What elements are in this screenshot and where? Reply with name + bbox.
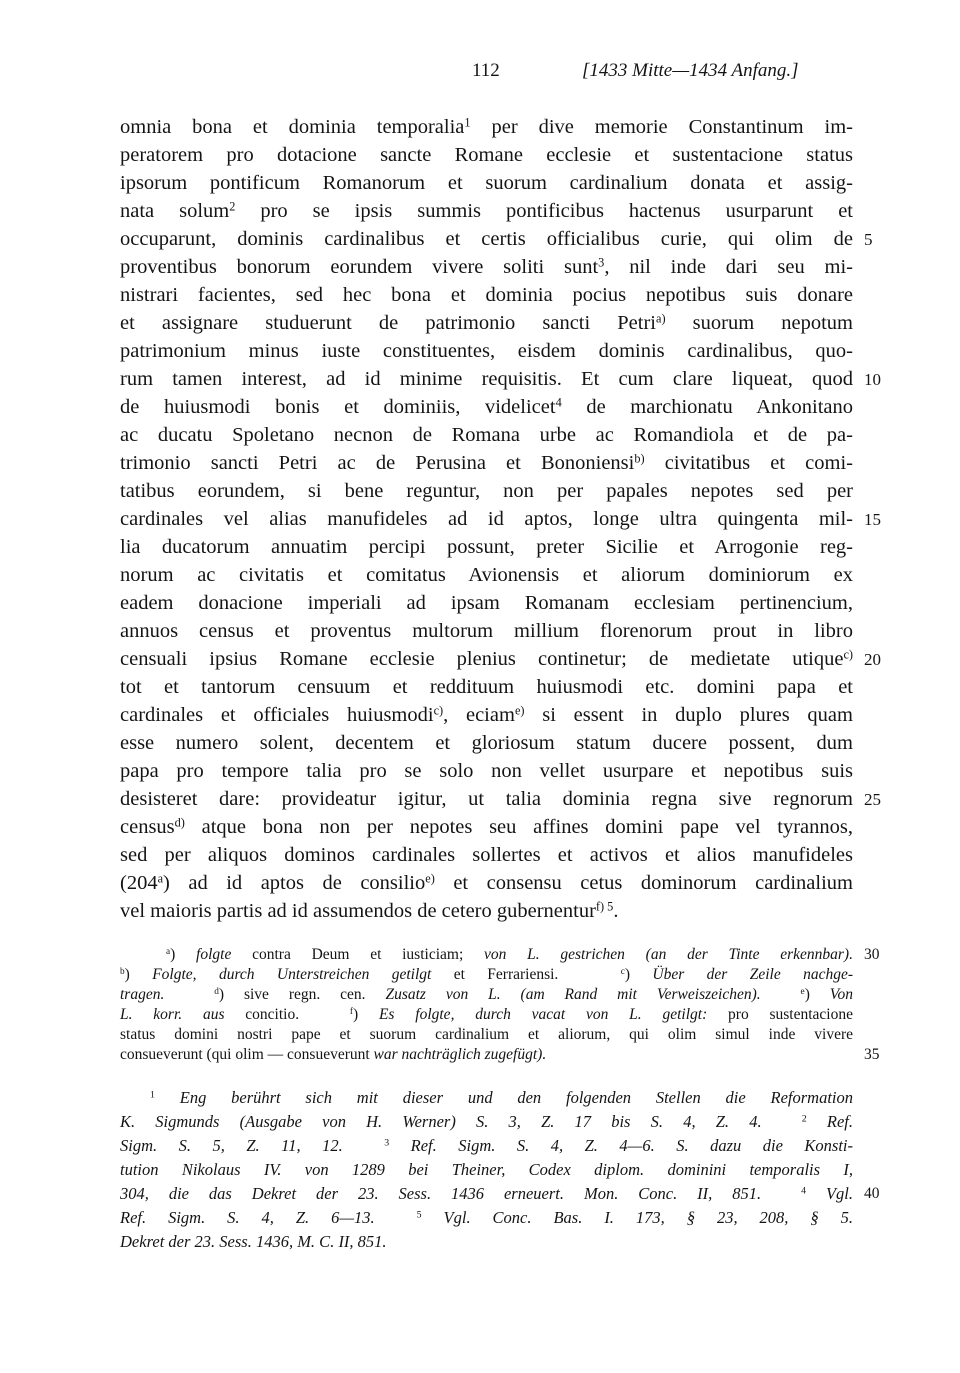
main-text-line: tatibus eorundem, si bene reguntur, non per papales nepotes sed per <box>120 480 853 502</box>
main-text-line: censuali ipsius Romane ecclesie plenius continetur; de medietate utique$^{c)}$ <box>120 647 853 670</box>
page-number: 112 <box>472 60 500 81</box>
running-head: [1433 Mitte—1434 Anfang.] <box>582 60 799 81</box>
main-text-line: et assignare studuerunt de patrimonio sancti Petri$^{a)}$ suorum nepotum <box>120 311 853 334</box>
main-text-line: vel maioris partis ad id assumendos de cetero gubernentur$^{f) 5}$. <box>120 899 619 922</box>
main-text-line: omnia bona et dominia temporalia$^1$ per dive memorie Constantinum im- <box>120 115 853 138</box>
main-text-line: cardinales vel alias manufideles ad id aptos, longe ultra quingenta mil- <box>120 508 853 530</box>
main-text-line: trimonio sancti Petri ac de Perusina et Bononiensi$^{b)}$ civitatibus et comi- <box>120 451 853 474</box>
main-text-line: de huiusmodi bonis et dominiis, videlicet$^4$ de marchionatu Ankonitano <box>120 395 853 418</box>
main-text-line: tot et tantorum censuum et reddituum huiusmodi etc. domini papa et <box>120 676 853 698</box>
source-note-line: Ref. Sigm. S. 4, Z. 6—13. $^5$ Vgl. Conc. Bas. I. 173, § 23, 208, § 5. <box>120 1208 853 1227</box>
critical-apparatus <box>120 945 853 1065</box>
page-header <box>0 60 960 90</box>
main-text-line: papa pro tempore talia pro se solo non vellet usurpare et nepotibus suis <box>120 760 853 782</box>
main-text-line: desisteret dare: provideatur igitur, ut talia dominia regna sive regnorum <box>120 788 853 810</box>
line-number: 15 <box>864 510 881 529</box>
main-text-line: peratorem pro dotacione sancte Romane ecclesie et sustentacione status <box>120 144 853 166</box>
source-notes <box>120 1086 853 1256</box>
main-text-line: (204$^a$) ad id aptos de consilio$^{e)}$ et consensu cetus dominorum cardinalium <box>120 871 853 894</box>
main-text-line: sed per aliquos dominos cardinales sollertes et activos et alios manufideles <box>120 844 853 866</box>
apparatus-line: $^b$) Folgte, durch Unterstreichen getilgt et Ferrariensi. $^c$) Über der Zeile nachge- <box>120 966 854 983</box>
apparatus-line: L. korr. aus concitio. $^f$) Es folgte, durch vacat von L. getilgt: pro sustentacione <box>120 1006 853 1023</box>
line-number: 20 <box>864 650 881 669</box>
source-note-line: Dekret der 23. Sess. 1436, M. C. II, 851. <box>120 1232 387 1251</box>
source-note-line: 304, die das Dekret der 23. Sess. 1436 erneuert. Mon. Conc. II, 851. $^4$ Vgl. <box>120 1184 854 1203</box>
main-text-line: ac ducatu Spoletano necnon de Romana urbe ac Romandiola et de pa- <box>120 424 853 446</box>
main-text-line: eadem donacione imperiali ad ipsam Romanam ecclesiam pertinencium, <box>120 592 853 614</box>
main-text-line: nata solum$^2$ pro se ipsis summis pontificibus hactenus usurparunt et <box>120 199 854 222</box>
main-text-line: norum ac civitatis et comitatus Avionensis et aliorum dominiorum ex <box>120 564 853 586</box>
source-note-line: $^1$ Eng berührt sich mit dieser und den folgenden Stellen die Reformation <box>150 1088 854 1107</box>
line-number: 30 <box>864 946 880 963</box>
main-text-line: nistrari facientes, sed hec bona et dominia pocius nepotibus suis donare <box>120 284 853 306</box>
main-text-line: lia ducatorum annuatim percipi possunt, preter Sicilie et Arrogonie reg- <box>120 536 853 558</box>
apparatus-line: status domini nostri pape et suorum cardinalium et aliorum, qui olim simul inde vivere <box>120 1026 853 1043</box>
line-number: 40 <box>864 1185 880 1202</box>
line-number: 10 <box>864 370 881 389</box>
main-text-line: census$^{d)}$ atque bona non per nepotes seu affines domini pape vel tyrannos, <box>120 815 853 838</box>
source-note-line: tution Nikolaus IV. von 1289 bei Theiner, Codex diplom. dominini temporalis I, <box>120 1160 853 1179</box>
main-text-line: occuparunt, dominis cardinalibus et certis officialibus curie, qui olim de <box>120 228 853 250</box>
main-text-line: esse numero solent, decentem et gloriosum statum ducere possent, dum <box>120 732 853 754</box>
main-text-line: proventibus bonorum eorundem vivere soliti sunt$^3$, nil inde dari seu mi- <box>120 255 853 278</box>
apparatus-line: consueverunt (qui olim — consueverunt war nachträglich zugefügt). <box>120 1046 547 1063</box>
apparatus-line: $^a$) folgte contra Deum et iusticiam; von L. gestrichen (an der Tinte erkennbar). <box>166 946 853 963</box>
source-note-line: K. Sigmunds (Ausgabe von H. Werner) S. 3, Z. 17 bis S. 4, Z. 4. $^2$ Ref. <box>120 1112 853 1131</box>
apparatus-line: tragen. $^d$) sive regn. cen. Zusatz von L. (am Rand mit Verweiszeichen). $^e$) Von <box>120 986 854 1003</box>
main-text <box>120 113 853 925</box>
main-text-line: cardinales et officiales huiusmodi$^{c)}$, eciam$^{e)}$ si essent in duplo plures quam <box>120 703 853 726</box>
line-number: 5 <box>864 230 873 249</box>
line-number: 35 <box>864 1046 880 1063</box>
main-text-line: rum tamen interest, ad id minime requisitis. Et cum clare liqueat, quod <box>120 368 853 390</box>
main-text-line: ipsorum pontificum Romanorum et suorum cardinalium donata et assig- <box>120 172 853 194</box>
source-note-line: Sigm. S. 5, Z. 11, 12. $^3$ Ref. Sigm. S. 4, Z. 4—6. S. dazu die Konsti- <box>120 1136 854 1155</box>
line-number: 25 <box>864 790 881 809</box>
main-text-line: patrimonium minus iuste constituentes, eisdem dominis cardinalibus, quo- <box>120 340 853 362</box>
main-text-line: annuos census et proventus multorum millium florenorum prout in libro <box>120 620 853 642</box>
